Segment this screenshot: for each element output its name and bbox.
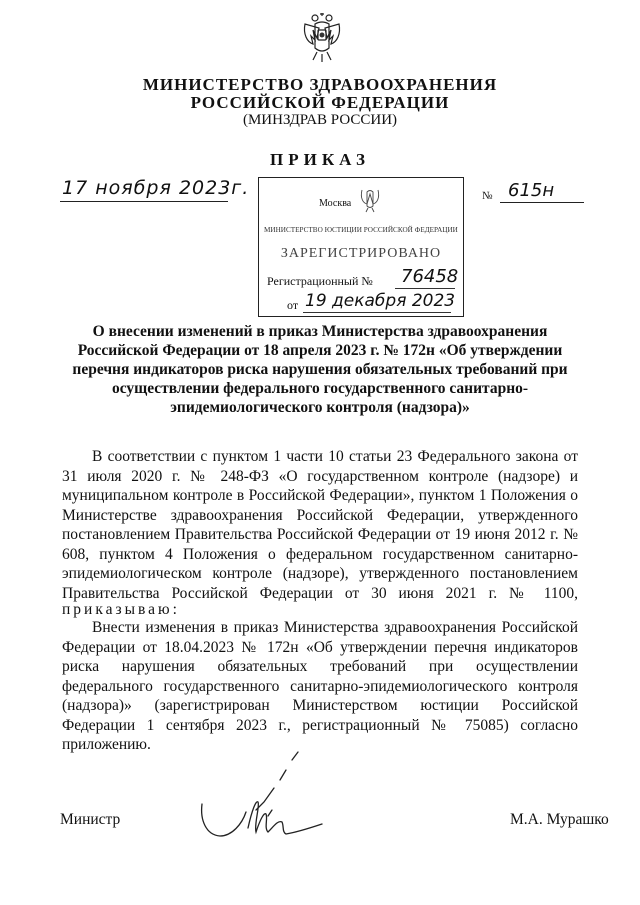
- stamp-date-underline: [303, 312, 451, 313]
- date-underline: [60, 201, 228, 202]
- handwritten-signature-icon: [190, 740, 360, 850]
- ministry-name-line1: МИНИСТЕРСТВО ЗДРАВООХРАНЕНИЯ: [142, 75, 498, 94]
- order-title: ПРИКАЗ: [270, 150, 370, 169]
- stamp-emblem-icon: [359, 184, 381, 214]
- coat-of-arms-emblem-icon: [301, 12, 343, 64]
- stamp-regnum-underline: [395, 288, 455, 289]
- order-number-label: №: [482, 190, 493, 202]
- stamp-registered: ЗАРЕГИСТРИРОВАНО: [280, 246, 442, 261]
- paragraph-order-word: приказываю:: [62, 601, 180, 618]
- stamp-from-value: 19 декабря 2023: [305, 291, 456, 311]
- signatory-position: Министр: [60, 811, 121, 828]
- stamp-regnum-label: Регистрационный №: [267, 274, 373, 288]
- number-underline: [500, 202, 584, 203]
- stamp-city: Москва: [319, 198, 352, 209]
- registration-stamp: [258, 177, 464, 317]
- ministry-abbreviation: (МИНЗДРАВ РОССИИ): [242, 112, 398, 128]
- document-title: О внесении изменений в приказ Министерства здравоохранения Российской Федерации от 18 апреля 2023 г. № 172н «Об утверждении перечня индикаторов риска нарушения обязательных требований при осуществлении федерального государственного санитарно-эпидемиологического контроля (надзора)»: [72, 323, 568, 416]
- signatory-name: М.А. Мурашко: [510, 811, 609, 828]
- ministry-name-line2: РОССИЙСКОЙ ФЕДЕРАЦИИ: [190, 93, 450, 112]
- paragraph-decision: Внести изменения в приказ Министерства здравоохранения Российской Федерации от 18.04.2023 № 172н «Об утверждении перечня индикаторов риска нарушения обязательных требований при осуществлении федерального государственного санитарно-эпидемиологического контроля (надзора)» (зарегистрирован Министерством юстиции Российской Федерации 1 сентября 2023 г., регистрационный № 75085) согласно приложению.: [62, 619, 578, 753]
- order-date: 17 ноября 2023г.: [62, 177, 250, 199]
- stamp-ministry-name: МИНИСТЕРСТВО ЮСТИЦИИ РОССИЙСКОЙ ФЕДЕРАЦИИ: [264, 226, 458, 234]
- stamp-from-label: от: [287, 298, 299, 312]
- paragraph-basis: В соответствии с пунктом 1 части 10 статьи 23 Федерального закона от 31 июля 2020 г. № 248-ФЗ «О государственном контроле (надзоре) и муниципальном контроле в Российской Федерации», пунктом 1 Положения о Министерстве здравоохранения Российской Федерации, утвержденного постановлением Правительства Российской Федерации от 19 июня 2012 г. № 608, пунктом 4 Положения о федеральном государственном санитарно-эпидемиологическом контроле (надзоре), утвержденного постановлением Правительства Российской Федерации от 30 июня 2021 г. № 1100,: [62, 448, 578, 602]
- order-number: 615н: [508, 180, 555, 201]
- stamp-regnum-value: 76458: [401, 266, 459, 287]
